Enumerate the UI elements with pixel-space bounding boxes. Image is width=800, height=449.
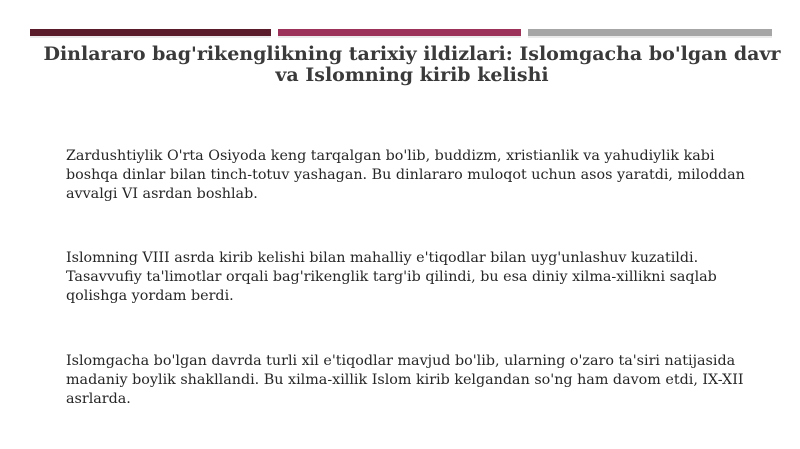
paragraph-zoroastrianism: Zardushtiylik O'rta Osiyoda keng tarqalgan bo'lib, buddizm, xristianlik va yahudiylik kabi boshqa dinlar bilan tinch-totuv yashagan. Bu dinlararo muloqot uchun asos yaratdi, miloddan avvalgi VI asrdan boshlab. — [66, 148, 745, 202]
paragraph-cultural-diversity: Islomgacha bo'lgan davrda turli xil e'tiqodlar mavjud bo'lib, ularning o'zaro ta'siri natijasida madaniy boylik shakllandi. Bu xilma-xillik Islom kirib kelgandan so'ng ham davom etdi, IX-XII asrlarda. — [66, 353, 744, 407]
paragraph-islam-arrival: Islomning VIII asrda kirib kelishi bilan mahalliy e'tiqodlar bilan uyg'unlashuv kuzatildi. Tasavvufiy ta'limotlar orqali bag'rikenglik targ'ib qilindi, bu esa diniy xilma-xillikni saqlab qolishga yordam berdi. — [66, 250, 717, 304]
slide-title: Dinlararo bag'rikenglikning tarixiy ildizlari: Islomgacha bo'lgan davr va Islomning kirib kelishi — [43, 43, 781, 86]
accent-bar-right — [528, 29, 772, 36]
accent-bar-middle — [278, 29, 521, 36]
accent-bars — [30, 29, 772, 37]
accent-bar-left — [30, 29, 271, 36]
